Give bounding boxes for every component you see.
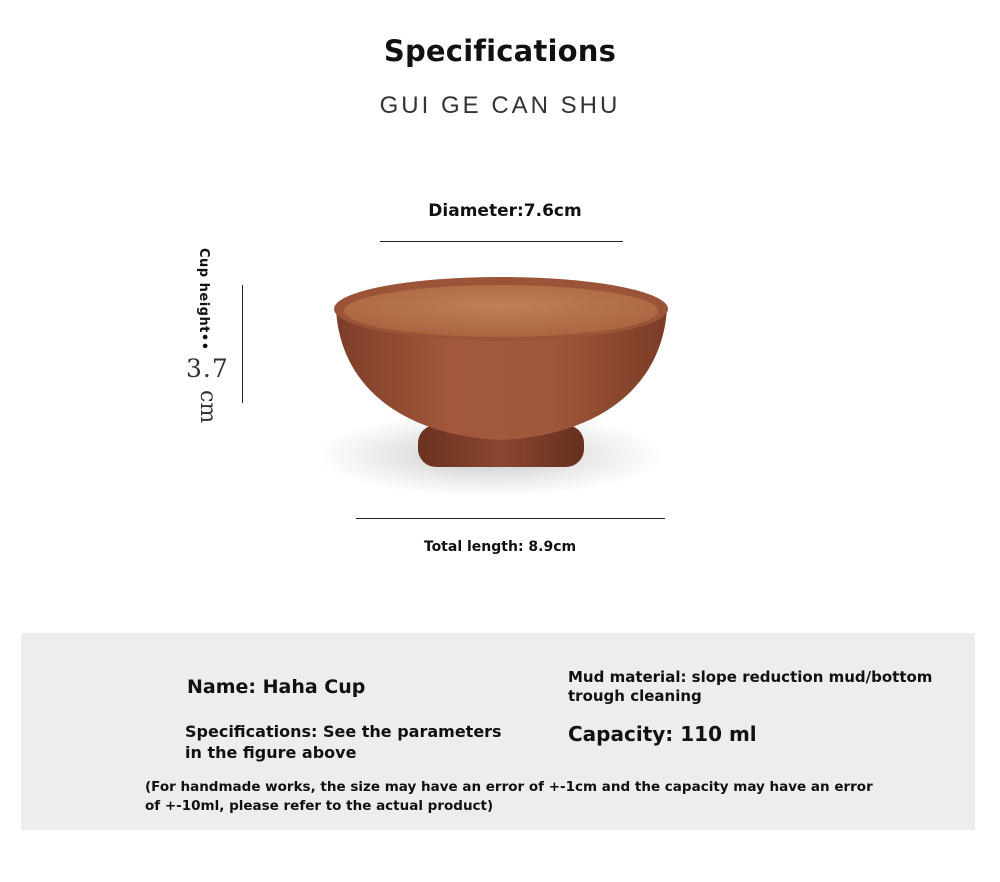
cup-image [300,255,700,515]
product-mud-material: Mud material: slope reduction mud/bottom trough cleaning [568,668,933,705]
cup-interior [344,285,658,337]
total-length-label: Total length: 8.9cm [423,539,577,555]
product-info-panel [21,633,975,830]
total-length-line [356,518,665,519]
cup-height-unit: cm [195,390,220,424]
page-title: Specifications [383,34,617,68]
page-subtitle: GUI GE CAN SHU [379,92,621,119]
diameter-line [380,241,623,242]
product-capacity: Capacity: 110 ml [568,722,757,746]
cup-height-label: Cup height•• [196,248,211,351]
cup-height-value: 3.7 [186,354,229,383]
product-name: Name: Haha Cup [187,676,366,698]
product-specifications: Specifications: See the parameters in the figure above [185,722,502,762]
diameter-label: Diameter:7.6cm [428,201,582,221]
cup-height-line [242,285,243,403]
product-note: (For handmade works, the size may have an error of +-1cm and the capacity may have an error of +-10ml, please refer to the actual product) [145,779,873,814]
